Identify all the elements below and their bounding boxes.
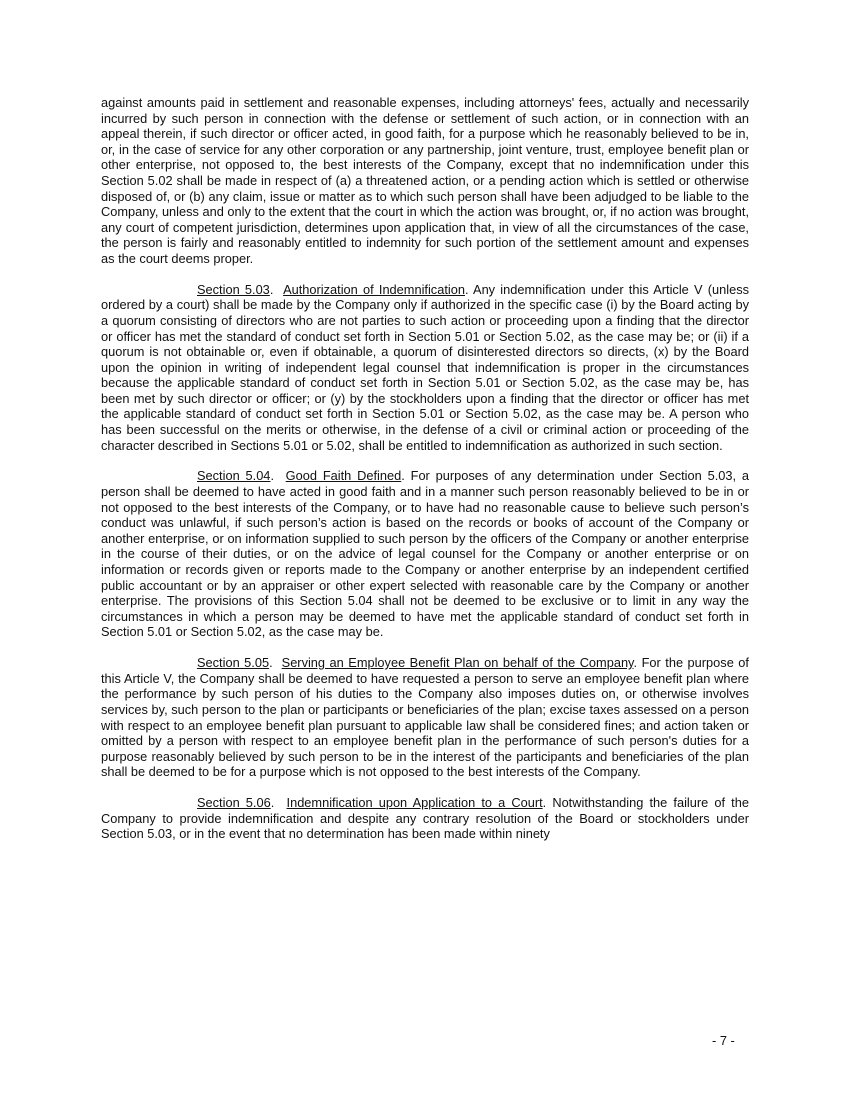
section-5-04-paragraph: Section 5.04. Good Faith Defined. For purposes of any determination under Section 5.03, a person shall be deemed to have acted in good faith and in a manner such person reasonably believed to be in or not opposed to the best interests of the Company, or to have had no reasonable cause to believe such person’s conduct was unlawful, if such person’s action is based on the records or books of account of the Company or another enterprise, or on information supplied to such person by the officers of the Company or another enterprise in the course of their duties, or on the advice of legal counsel for the Company or another enterprise or on information or records given or reports made to the Company or another enterprise by an independent certified public accountant or by an appraiser or other expert selected with reasonable care by the Company or another enterprise. The provisions of this Section 5.04 shall not be deemed to be exclusive or to limit in any way the circumstances in which a person may be deemed to have met the applicable standard of conduct set forth in Section 5.01 or Section 5.02, as the case may be. xyxy=(101,468,749,640)
section-body: For purposes of any determination under Section 5.03, a person shall be deemed to have acted in good faith and in a manner such person reasonably believed to be in or not opposed to the best interests of the Company, or to have had no reasonable cause to believe such person’s conduct was unlawful, if such person’s action is based on the records or books of account of the Company or another enterprise, or on information supplied to such person by the officers of the Company or another enterprise in the course of their duties, or on the advice of legal counsel for the Company or another enterprise or on information or records given or reports made to the Company or another enterprise by an independent certified public accountant or by an appraiser or other expert selected with reasonable care by the Company or another enterprise. The provisions of this Section 5.04 shall not be deemed to be exclusive or to limit in any way the circumstances in which a person may be deemed to have met the applicable standard of conduct set forth in Section 5.01 or Section 5.02, as the case may be. xyxy=(101,468,749,640)
document-page xyxy=(101,95,749,842)
section-number: Section 5.03 xyxy=(197,281,270,297)
section-number: Section 5.05 xyxy=(197,655,270,671)
section-body: Any indemnification under this Article V (unless ordered by a court) shall be made by the Company only if authorized in the specific case (i) by the Board acting by a quorum consisting of directors who are not parties to such action or proceeding upon a finding that the director or officer has met the standard of conduct set forth in Section 5.01 or Section 5.02, as the case may be; or (ii) if a quorum is not obtainable or, even if obtainable, a quorum of disinterested directors so directs, (x) by the Board upon the opinion in writing of independent legal counsel that indemnification is proper in the circumstances because the applicable standard of conduct set forth in Section 5.01 or Section 5.02, as the case may be, has been met by such director or officer; or (y) by the stockholders upon a finding that the director or officer has met the applicable standard of conduct set forth in Section 5.01 or Section 5.02, as the case may be. A person who has been successful on the merits or otherwise, in the defense of a civil or criminal action or proceeding of the character described in Sections 5.01 or 5.02, shall be entitled to indemnification as authorized in such section. xyxy=(101,281,749,453)
section-5-03-paragraph: Section 5.03. Authorization of Indemnification. Any indemnification under this Article V (unless ordered by a court) shall be made by the Company only if authorized in the specific case (i) by the Board acting by a quorum consisting of directors who are not parties to such action or proceeding upon a finding that the director or officer has met the standard of conduct set forth in Section 5.01 or Section 5.02, as the case may be; or (ii) if a quorum is not obtainable or, even if obtainable, a quorum of disinterested directors so directs, (x) by the Board upon the opinion in writing of independent legal counsel that indemnification is proper in the circumstances because the applicable standard of conduct set forth in Section 5.01 or Section 5.02, as the case may be, has been met by such director or officer; or (y) by the stockholders upon a finding that the director or officer has met the applicable standard of conduct set forth in Section 5.01 or Section 5.02, as the case may be. A person who has been successful on the merits or otherwise, in the defense of a civil or criminal action or proceeding of the character described in Sections 5.01 or 5.02, shall be entitled to indemnification as authorized in such section. xyxy=(101,281,749,453)
section-title: Good Faith Defined xyxy=(285,468,402,484)
section-title: Authorization of Indemnification xyxy=(283,281,465,297)
section-number: Section 5.06 xyxy=(197,795,271,811)
section-number: Section 5.04 xyxy=(197,468,271,484)
section-title: Serving an Employee Benefit Plan on behalf of the Company xyxy=(281,655,634,671)
section-body: For the purpose of this Article V, the Company shall be deemed to have requested a person to serve an employee benefit plan where the performance by such person of his duties to the Company also imposes duties on, or otherwise involves services by, such person to the plan or participants or beneficiaries of the plan; excise taxes assessed on a person with respect to an employee benefit plan pursuant to applicable law shall be considered fines; and action taken or omitted by a person with respect to an employee benefit plan in the performance of such person's duties for a purpose reasonably believed by such person to be in the interest of the participants and beneficiaries of the plan shall be deemed to be for a purpose which is not opposed to the best interests of the Company. xyxy=(101,655,749,780)
page-number: - 7 - xyxy=(712,1033,735,1048)
paragraph-continuation: against amounts paid in settlement and reasonable expenses, including attorneys' fees, actually and necessarily incurred by such person in connection with the defense or settlement of such action, or in connection with an appeal therein, if such director or officer acted, in good faith, for a purpose which he reasonably believed to be in, or, in the case of service for any other corporation or any partnership, joint venture, trust, employee benefit plan or other enterprise, not opposed to, the best interests of the Company, except that no indemnification under this Section 5.02 shall be made in respect of (a) a threatened action, or a pending action which is settled or otherwise disposed of, or (b) any claim, issue or matter as to which such person shall have been adjudged to be liable to the Company, unless and only to the extent that the court in which the action was brought, or, if no action was brought, any court of competent jurisdiction, determines upon application that, in view of all the circumstances of the case, the person is fairly and reasonably entitled to indemnity for such portion of the settlement amount and expenses as the court deems proper. xyxy=(101,95,749,266)
section-body: Notwithstanding the failure of the Company to provide indemnification and despite any contrary resolution of the Board or stockholders under Section 5.03, or in the event that no determination has been made within ninety xyxy=(101,795,749,842)
section-5-05-paragraph: Section 5.05. Serving an Employee Benefit Plan on behalf of the Company. For the purpose of this Article V, the Company shall be deemed to have requested a person to serve an employee benefit plan where the performance by such person of his duties to the Company also imposes duties on, or otherwise involves services by, such person to the plan or participants or beneficiaries of the plan; excise taxes assessed on a person with respect to an employee benefit plan pursuant to applicable law shall be considered fines; and action taken or omitted by a person with respect to an employee benefit plan in the performance of such person's duties for a purpose reasonably believed by such person to be in the interest of the participants and beneficiaries of the plan shall be deemed to be for a purpose which is not opposed to the best interests of the Company. xyxy=(101,655,749,780)
section-title: Indemnification upon Application to a Court xyxy=(286,795,543,811)
section-5-06-paragraph: Section 5.06. Indemnification upon Application to a Court. Notwithstanding the failure of the Company to provide indemnification and despite any contrary resolution of the Board or stockholders under Section 5.03, or in the event that no determination has been made within ninety xyxy=(101,795,749,842)
